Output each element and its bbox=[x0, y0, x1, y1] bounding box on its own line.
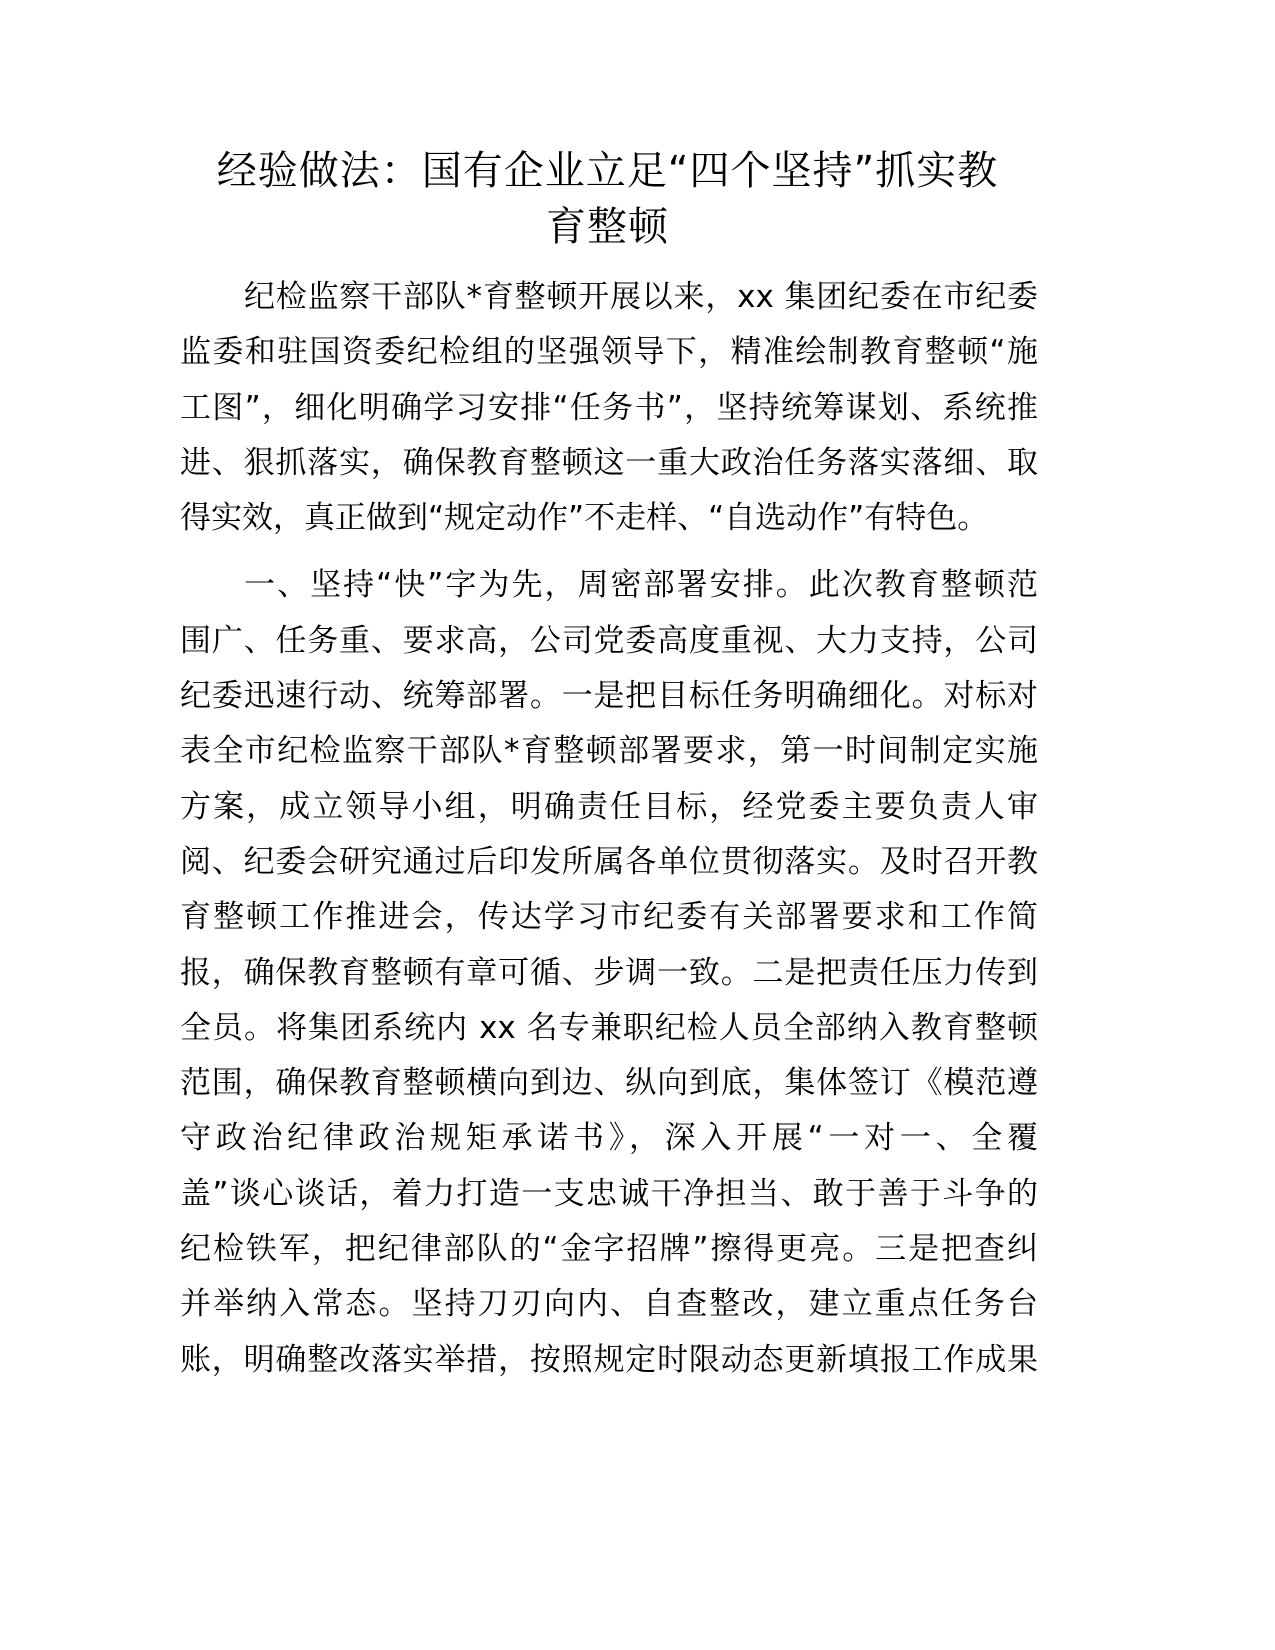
text-line: 全员。将集团系统内 xx 名专兼职纪检人员全部纳入教育整顿 bbox=[180, 1009, 1038, 1046]
text-line: 盖”谈心谈话，着力打造一支忠诚干净担当、敢于善于斗争的 bbox=[180, 1175, 1038, 1212]
text-line: 育整顿工作推进会，传达学习市纪委有关部署要求和工作简 bbox=[180, 899, 1038, 936]
text-line: 纪检监察干部队*育整顿开展以来，xx 集团纪委在市纪委 bbox=[244, 279, 1038, 315]
paragraph-section-1 bbox=[180, 558, 1038, 1387]
document-body bbox=[180, 270, 1038, 1388]
title-line-1: 经验做法：国有企业立足“四个坚持”抓实教 bbox=[216, 148, 999, 194]
text-line: 纪检铁军，把纪律部队的“金字招牌”擦得更亮。三是把查纠 bbox=[180, 1231, 1038, 1268]
text-line: 得实效，真正做到“规定动作”不走样、“自选动作”有特色。 bbox=[180, 500, 989, 537]
text-line: 围广、任务重、要求高，公司党委高度重视、大力支持，公司 bbox=[180, 622, 1038, 659]
title-line-2: 育整顿 bbox=[546, 204, 669, 250]
text-line: 方案，成立领导小组，明确责任目标，经党委主要负责人审 bbox=[180, 788, 1038, 825]
text-line: 工图”，细化明确学习安排“任务书”，坚持统筹谋划、系统推 bbox=[180, 389, 1038, 426]
document-title bbox=[150, 143, 1065, 255]
text-line: 守政治纪律政治规矩承诺书》，深入开展“一对一、全覆 bbox=[180, 1120, 1038, 1157]
text-line: 表全市纪检监察干部队*育整顿部署要求，第一时间制定实施 bbox=[180, 733, 1038, 770]
text-line: 范围，确保教育整顿横向到边、纵向到底，集体签订《模范遵 bbox=[180, 1065, 1038, 1102]
paragraph-intro bbox=[180, 270, 1038, 546]
text-line: 报，确保教育整顿有章可循、步调一致。二是把责任压力传到 bbox=[180, 954, 1038, 991]
text-line: 纪委迅速行动、统筹部署。一是把目标任务明确细化。对标对 bbox=[180, 678, 1038, 715]
text-line: 阅、纪委会研究通过后印发所属各单位贯彻落实。及时召开教 bbox=[180, 843, 1038, 880]
text-line: 监委和驻国资委纪检组的坚强领导下，精准绘制教育整顿“施 bbox=[180, 334, 1038, 371]
text-line: 并举纳入常态。坚持刀刃向内、自查整改，建立重点任务台 bbox=[180, 1286, 1038, 1323]
text-line: 进、狠抓落实，确保教育整顿这一重大政治任务落实落细、取 bbox=[180, 444, 1038, 481]
text-line: 一、坚持“快”字为先，周密部署安排。此次教育整顿范 bbox=[244, 567, 1038, 604]
text-line: 账，明确整改落实举措，按照规定时限动态更新填报工作成果 bbox=[180, 1341, 1038, 1378]
